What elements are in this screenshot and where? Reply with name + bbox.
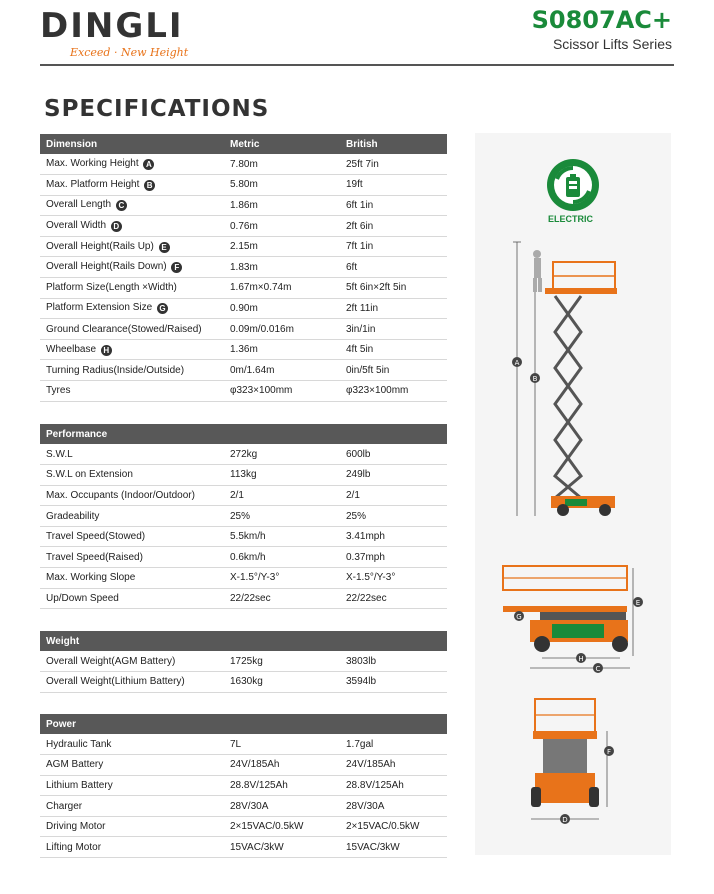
spec-label [40,195,224,216]
british-value: 25ft 7in [340,154,447,175]
metric-value: 1.83m [224,257,340,278]
dimension-table [40,134,447,402]
british-value: 0.37mph [340,547,447,568]
british-value: 3594lb [340,672,447,693]
spec-label [40,526,224,547]
spec-label-text: Overall Weight(AGM Battery) [46,655,176,667]
british-value: 1.7gal [340,734,447,755]
table-row [40,216,447,237]
metric-value: 15VAC/3kW [224,837,340,858]
dimension-marker-icon: G [157,303,168,314]
electric-recycle-icon [543,155,603,215]
spec-label [40,360,224,381]
dingli-logo [40,8,188,59]
spec-label [40,796,224,817]
spec-label-text: Overall Height(Rails Up) [46,240,154,252]
spec-label [40,485,224,506]
spec-label-text: Platform Size(Length ×Width) [46,282,177,294]
spec-label [40,154,224,175]
metric-value: 1.36m [224,339,340,360]
header-cell: Performance [40,424,447,444]
spec-label-text: Wheelbase [46,343,97,355]
spec-label [40,444,224,465]
british-value: 25% [340,506,447,527]
marker-c-label: C [595,665,601,673]
british-value: 600lb [340,444,447,465]
spec-label [40,651,224,672]
spec-label-text: Max. Platform Height [46,178,140,190]
british-value: 6ft 1in [340,195,447,216]
metric-value: 0.90m [224,298,340,319]
spec-label-text: Driving Motor [46,821,106,833]
dimension-marker-icon: B [144,180,155,191]
table-row [40,236,447,257]
spec-label-text: Max. Working Height [46,158,139,170]
dimension-marker-icon: D [111,221,122,232]
table-header-row [40,134,447,154]
british-value: 2ft 6in [340,216,447,237]
brand-name: DINGLI [40,6,184,46]
stowed-lift-diagram [500,560,650,675]
dimension-marker-icon: C [116,200,127,211]
spec-label-text: Max. Occupants (Indoor/Outdoor) [46,489,195,501]
table-row [40,837,447,858]
british-value: 6ft [340,257,447,278]
table-row [40,195,447,216]
marker-d-label: D [562,816,568,824]
table-row [40,444,447,465]
british-value: 249lb [340,465,447,486]
table-row [40,360,447,381]
metric-value: 22/22sec [224,588,340,609]
marker-a-label: A [514,359,520,367]
header-cell: British [340,134,447,154]
spec-label [40,755,224,776]
model-name: S0807AC+ [531,6,672,34]
metric-value: 272kg [224,444,340,465]
british-value: 3in/1in [340,319,447,340]
table-row [40,588,447,609]
spec-label-text: Gradeability [46,510,100,522]
header-divider [40,64,674,66]
table-row [40,796,447,817]
british-value: 2/1 [340,485,447,506]
spec-label-text: Charger [46,800,83,812]
spec-label [40,588,224,609]
table-header-row [40,424,447,444]
british-value: 24V/185Ah [340,755,447,776]
metric-value: 5.5km/h [224,526,340,547]
metric-value: φ323×100mm [224,381,340,402]
table-row [40,526,447,547]
british-value: 15VAC/3kW [340,837,447,858]
header-cell: Metric [224,134,340,154]
metric-value: 7.80m [224,154,340,175]
brand-tagline: Exceed · New Height [70,46,189,59]
spec-label [40,319,224,340]
british-value: X-1.5°/Y-3° [340,568,447,589]
metric-value: 25% [224,506,340,527]
dimension-marker-icon: E [159,242,170,253]
weight-rows [40,651,447,692]
british-value: 22/22sec [340,588,447,609]
spec-label-text: Tyres [46,385,71,397]
spec-label [40,175,224,196]
table-row [40,672,447,693]
table-row [40,175,447,196]
metric-value: 1.86m [224,195,340,216]
table-row [40,547,447,568]
spec-label [40,257,224,278]
dimension-marker-icon: F [171,262,182,273]
spec-label-text: Travel Speed(Stowed) [46,531,146,543]
header-cell: Power [40,714,447,734]
model-block [532,6,672,52]
spec-label-text: Overall Height(Rails Down) [46,261,167,273]
metric-value: 1725kg [224,651,340,672]
table-row [40,651,447,672]
spec-label-text: Travel Speed(Raised) [46,551,143,563]
british-value: 2×15VAC/0.5kW [340,816,447,837]
metric-value: X-1.5°/Y-3° [224,568,340,589]
spec-label [40,816,224,837]
table-row [40,381,447,402]
british-value: 3803lb [340,651,447,672]
table-header-row [40,714,447,734]
marker-b-label: B [532,375,538,383]
table-row [40,568,447,589]
metric-value: 1630kg [224,672,340,693]
spec-label-text: Max. Working Slope [46,572,136,584]
metric-value: 0m/1.64m [224,360,340,381]
metric-value: 2/1 [224,485,340,506]
spec-label [40,278,224,299]
spec-label [40,837,224,858]
dimension-marker-icon: H [101,345,112,356]
spec-label-text: S.W.L on Extension [46,469,133,481]
metric-value: 113kg [224,465,340,486]
metric-value: 0.76m [224,216,340,237]
british-value: 7ft 1in [340,236,447,257]
marker-e-label: E [635,599,641,607]
page-title: SPECIFICATIONS [44,96,270,122]
table-row [40,154,447,175]
table-row [40,485,447,506]
spec-label-text: S.W.L [46,448,73,460]
spec-label-text: Platform Extension Size [46,302,153,314]
spec-label [40,734,224,755]
performance-rows [40,444,447,609]
marker-f-label: F [606,748,612,756]
table-row [40,339,447,360]
spec-label [40,568,224,589]
metric-value: 1.67m×0.74m [224,278,340,299]
metric-value: 2×15VAC/0.5kW [224,816,340,837]
raised-lift-diagram [505,240,625,520]
table-row [40,278,447,299]
spec-label [40,506,224,527]
metric-value: 24V/185Ah [224,755,340,776]
front-view-diagram [525,695,620,827]
spec-label [40,381,224,402]
british-value: 2ft 11in [340,298,447,319]
spec-label-text: Overall Weight(Lithium Battery) [46,676,185,688]
british-value: 28.8V/125Ah [340,775,447,796]
british-value: 0in/5ft 5in [340,360,447,381]
spec-label-text: AGM Battery [46,759,104,771]
spec-label [40,775,224,796]
spec-label [40,465,224,486]
british-value: 19ft [340,175,447,196]
british-value: φ323×100mm [340,381,447,402]
table-row [40,755,447,776]
spec-label-text: Ground Clearance(Stowed/Raised) [46,323,202,335]
table-row [40,298,447,319]
model-series: Scissor Lifts Series [552,36,672,52]
table-header-row [40,631,447,651]
british-value: 4ft 5in [340,339,447,360]
header-cell: Dimension [40,134,224,154]
british-value: 28V/30A [340,796,447,817]
spec-label-text: Hydraulic Tank [46,738,112,750]
table-row [40,506,447,527]
metric-value: 28V/30A [224,796,340,817]
metric-value: 0.6km/h [224,547,340,568]
spec-label-text: Lithium Battery [46,779,113,791]
electric-label: ELECTRIC [548,214,593,224]
spec-label-text: Overall Width [46,220,107,232]
table-row [40,775,447,796]
spec-label [40,339,224,360]
weight-table [40,631,447,693]
power-rows [40,734,447,858]
marker-g-label: G [516,613,522,621]
metric-value: 0.09m/0.016m [224,319,340,340]
spec-label-text: Lifting Motor [46,841,102,853]
table-row [40,816,447,837]
header-cell: Weight [40,631,447,651]
spec-label [40,298,224,319]
spec-label-text: Turning Radius(Inside/Outside) [46,364,185,376]
marker-h-label: H [578,655,584,663]
spec-label [40,216,224,237]
spec-label [40,672,224,693]
table-row [40,734,447,755]
metric-value: 5.80m [224,175,340,196]
metric-value: 7L [224,734,340,755]
dimension-marker-icon: A [143,159,154,170]
dimension-rows [40,154,447,401]
power-table [40,714,447,858]
spec-label [40,547,224,568]
spec-label-text: Up/Down Speed [46,592,119,604]
metric-value: 28.8V/125Ah [224,775,340,796]
table-row [40,465,447,486]
table-row [40,257,447,278]
page-header [0,0,714,66]
spec-label-text: Overall Length [46,199,112,211]
performance-table [40,424,447,609]
table-row [40,319,447,340]
british-value: 5ft 6in×2ft 5in [340,278,447,299]
spec-label [40,236,224,257]
british-value: 3.41mph [340,526,447,547]
metric-value: 2.15m [224,236,340,257]
